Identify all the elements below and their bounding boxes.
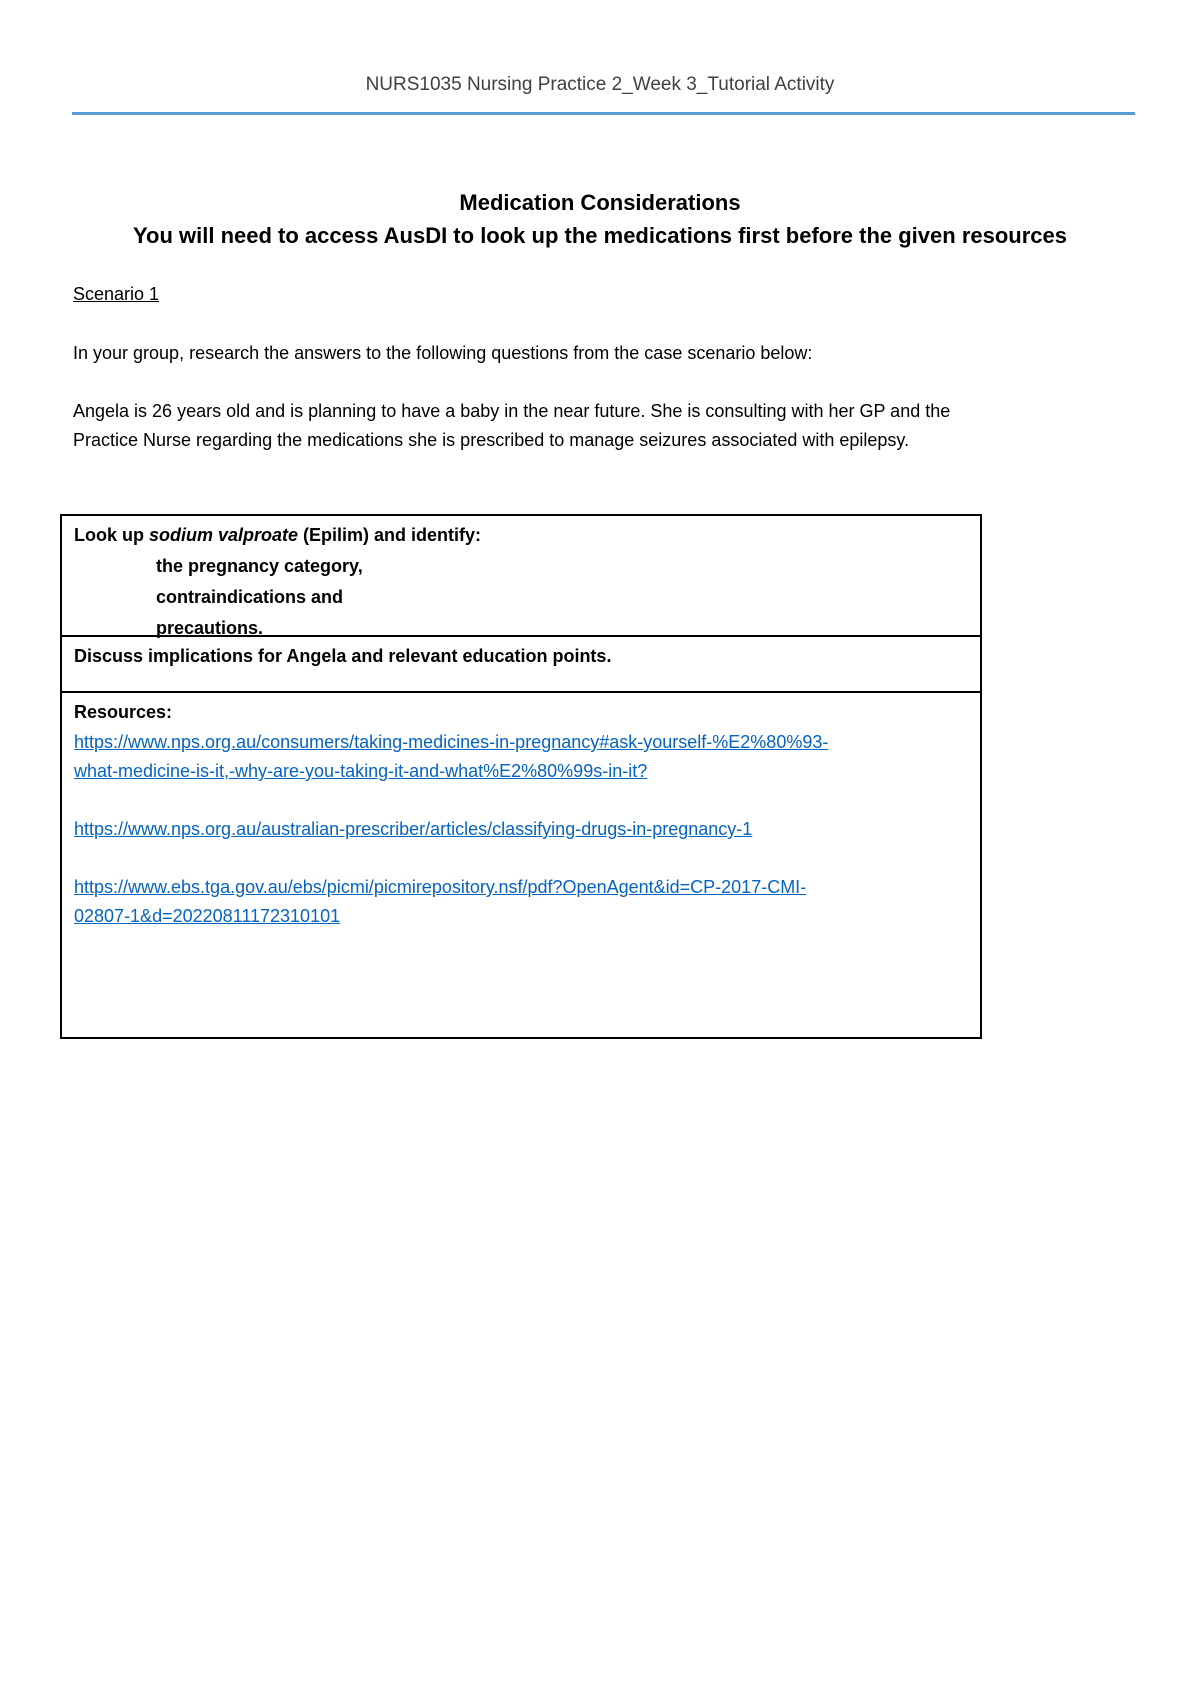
title-line-2: You will need to access AusDI to look up the medications first before the given resources [133, 223, 1067, 248]
resource-link-tga-cmi[interactable] [74, 873, 968, 931]
resource-link-1-line-2: what-medicine-is-it,-why-are-you-taking-it-and-what%E2%80%99s-in-it? [74, 761, 648, 781]
scenario-intro: In your group, research the answers to the following questions from the case scenario below: [73, 343, 813, 363]
document-title [0, 186, 1200, 252]
lookup-instruction [74, 520, 968, 551]
resources-heading: Resources: [74, 702, 173, 722]
table-row-resources [62, 693, 980, 1037]
resource-link-1-line-1: https://www.nps.org.au/consumers/taking-medicines-in-pregnancy#ask-yourself-%E2%80%93- [74, 732, 829, 752]
scenario-label: Scenario 1 [73, 284, 160, 304]
task-table [60, 514, 982, 1039]
resource-link-3-line-1: https://www.ebs.tga.gov.au/ebs/picmi/picmirepository.nsf/pdf?OpenAgent&id=CP-2017-CMI- [74, 877, 807, 897]
table-row-lookup [62, 516, 980, 637]
lookup-prefix: Look up [74, 525, 149, 545]
drug-name: sodium valproate [149, 525, 299, 545]
header-divider [72, 112, 1135, 115]
resource-link-2-line-1: https://www.nps.org.au/australian-prescriber/articles/classifying-drugs-in-pregnancy-1 [74, 819, 753, 839]
resource-link-nps-pregnancy[interactable] [74, 728, 968, 786]
title-line-1: Medication Considerations [459, 190, 741, 215]
case-description [73, 397, 1073, 455]
resource-link-3-line-2: 02807-1&d=20220811172310101 [74, 906, 341, 926]
discuss-instruction: Discuss implications for Angela and relevant education points. [74, 646, 612, 666]
case-line-1: Angela is 26 years old and is planning to have a baby in the near future. She is consulting with her GP and the [73, 401, 951, 421]
table-row-discuss [62, 637, 980, 693]
case-line-2: Practice Nurse regarding the medications she is prescribed to manage seizures associated with epilepsy. [73, 430, 910, 450]
running-header: NURS1035 Nursing Practice 2_Week 3_Tutorial Activity [365, 74, 835, 95]
lookup-suffix: (Epilim) and identify: [298, 525, 482, 545]
lookup-item-contraindications: contraindications and [156, 587, 344, 607]
resource-link-nps-classifying[interactable] [74, 815, 968, 844]
lookup-item-pregnancy-category: the pregnancy category, [156, 556, 363, 576]
lookup-item-precautions: precautions. [156, 618, 264, 638]
